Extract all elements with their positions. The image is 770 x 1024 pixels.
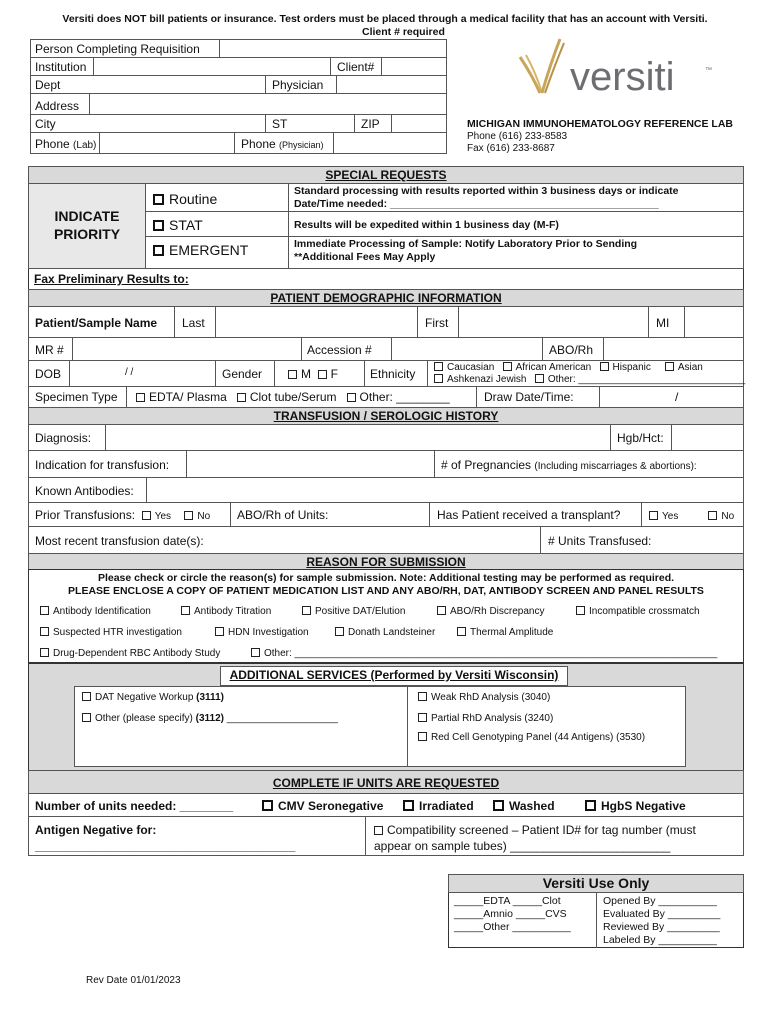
hgb-hct-label: Hgb/Hct: <box>617 431 664 445</box>
incompatible-crossmatch-checkbox[interactable] <box>576 606 585 615</box>
use-only-other: _____Other __________ <box>454 921 571 933</box>
city-label: City <box>35 117 56 131</box>
emergent-option[interactable]: EMERGENT <box>153 242 248 258</box>
address-field[interactable] <box>89 93 447 115</box>
hgbs-checkbox[interactable] <box>585 800 596 811</box>
positive-dat-checkbox[interactable] <box>302 606 311 615</box>
labeled-by: Labeled By __________ <box>603 934 717 946</box>
mr-field[interactable] <box>72 337 302 361</box>
units-transfused-label: # Units Transfused: <box>548 534 652 548</box>
client-number-label: Client# <box>337 60 375 74</box>
prior-yes-checkbox[interactable] <box>142 511 151 520</box>
gender-options[interactable]: M F <box>288 367 338 381</box>
draw-date-label: Draw Date/Time: <box>484 390 574 404</box>
known-antibodies-label: Known Antibodies: <box>35 484 134 498</box>
clot-tube-checkbox[interactable] <box>237 393 246 402</box>
specimen-type-label: Specimen Type <box>35 390 118 404</box>
transplant-label: Has Patient received a transplant? <box>437 508 621 522</box>
first-name-field[interactable] <box>458 306 649 338</box>
ethnicity-row-2[interactable]: Ashkenazi Jewish Other: ______________________________ <box>434 374 745 385</box>
accession-label: Accession # <box>307 343 372 357</box>
zip-field[interactable] <box>391 114 447 133</box>
emergent-fees: **Additional Fees May Apply <box>294 251 436 263</box>
antigen-negative-label: Antigen Negative for: <box>35 823 157 837</box>
indication-field[interactable] <box>186 450 435 478</box>
special-requests-title: SPECIAL REQUESTS <box>325 168 447 182</box>
drug-dependent-checkbox[interactable] <box>40 648 49 657</box>
opened-by: Opened By __________ <box>603 895 717 907</box>
dob-field[interactable] <box>69 360 216 387</box>
thermal-amplitude-checkbox[interactable] <box>457 627 466 636</box>
diagnosis-field[interactable] <box>105 424 611 451</box>
indicate-label: INDICATE <box>54 208 120 224</box>
dat-negative-workup[interactable]: DAT Negative Workup (3111) <box>82 692 224 703</box>
client-required-note: Client # required <box>362 26 445 38</box>
institution-label: Institution <box>35 60 87 74</box>
hgbs-negative-option[interactable]: HgbS Negative <box>585 799 686 813</box>
cmv-checkbox[interactable] <box>262 800 273 811</box>
evaluated-by: Evaluated By _________ <box>603 908 721 920</box>
draw-date-separator: / <box>675 390 679 404</box>
stat-description: Results will be expedited within 1 business day (M-F) <box>294 219 559 231</box>
person-completing-label: Person Completing Requisition <box>35 42 200 56</box>
african-american-checkbox[interactable] <box>503 362 512 371</box>
antibody-titration-checkbox[interactable] <box>181 606 190 615</box>
reason-thermal-amplitude[interactable]: Thermal Amplitude <box>457 627 553 638</box>
dob-label: DOB <box>35 367 62 381</box>
abo-rh-field[interactable] <box>603 337 744 361</box>
reason-hdn[interactable]: HDN Investigation <box>215 627 309 638</box>
phone-physician-field[interactable] <box>333 132 447 154</box>
reason-antibody-titration[interactable]: Antibody Titration <box>181 606 271 617</box>
hdn-checkbox[interactable] <box>215 627 224 636</box>
indication-label: Indication for transfusion: <box>35 458 170 472</box>
weak-rhd-analysis[interactable]: Weak RhD Analysis (3040) <box>418 692 550 703</box>
reason-antibody-id[interactable]: Antibody Identification <box>40 606 151 617</box>
reason-positive-dat[interactable]: Positive DAT/Elution <box>302 606 405 617</box>
dept-label: Dept <box>35 78 61 92</box>
suspected-htr-checkbox[interactable] <box>40 627 49 636</box>
reason-abo-discrepancy[interactable]: ABO/Rh Discrepancy <box>437 606 544 617</box>
institution-field[interactable] <box>93 57 331 76</box>
versiti-logo: versiti ™ <box>512 35 722 105</box>
other-ethnicity-checkbox[interactable] <box>535 374 544 383</box>
prior-no-checkbox[interactable] <box>184 511 193 520</box>
prior-transfusions[interactable]: Prior Transfusions: Yes No <box>35 508 211 522</box>
billing-notice: Versiti does NOT bill patients or insurance. Test orders must be placed through a medical facility that has an account with Versiti. <box>62 13 708 25</box>
fax-preliminary-label: Fax Preliminary Results to: <box>34 272 189 286</box>
gender-label: Gender <box>222 367 263 381</box>
edta-plasma-checkbox[interactable] <box>136 393 145 402</box>
specimen-options[interactable]: EDTA/ Plasma Clot tube/Serum Other: ________ <box>136 390 450 404</box>
weak-rhd-checkbox[interactable] <box>418 692 427 701</box>
hgb-hct-field[interactable] <box>671 424 744 451</box>
stat-option[interactable]: STAT <box>153 217 203 233</box>
cmv-option[interactable]: CMV Seronegative <box>262 799 383 813</box>
physician-field[interactable] <box>336 75 447 94</box>
known-antibodies-field[interactable] <box>146 477 744 503</box>
hispanic-checkbox[interactable] <box>600 362 609 371</box>
male-checkbox[interactable] <box>288 370 297 379</box>
other-specimen-checkbox[interactable] <box>347 393 356 402</box>
mr-label: MR # <box>35 343 64 357</box>
reason-incompatible-crossmatch[interactable]: Incompatible crossmatch <box>576 606 700 617</box>
units-requested-title: COMPLETE IF UNITS ARE REQUESTED <box>272 776 500 790</box>
washed-checkbox[interactable] <box>493 800 504 811</box>
use-only-amnio-cvs: _____Amnio _____CVS <box>454 908 567 920</box>
transplant-no-checkbox[interactable] <box>708 511 717 520</box>
revision-date: Rev Date 01/01/2023 <box>86 975 181 986</box>
routine-date-needed: Date/Time needed: ______________________________________________ <box>294 198 659 210</box>
diagnosis-label: Diagnosis: <box>35 431 92 445</box>
logo-wordmark: versiti <box>570 55 675 99</box>
emergent-checkbox[interactable] <box>153 245 164 256</box>
lab-fax: Fax (616) 233-8687 <box>467 143 555 154</box>
irradiated-checkbox[interactable] <box>403 800 414 811</box>
middle-initial-field[interactable] <box>684 306 744 338</box>
person-completing-field[interactable] <box>219 39 447 58</box>
antibody-id-checkbox[interactable] <box>40 606 49 615</box>
patient-demographic-title: PATIENT DEMOGRAPHIC INFORMATION <box>270 291 502 305</box>
phone-lab-field[interactable] <box>99 132 235 154</box>
lab-name: MICHIGAN IMMUNOHEMATOLOGY REFERENCE LAB <box>467 118 734 130</box>
routine-checkbox[interactable] <box>153 194 164 205</box>
reason-donath-landsteiner[interactable]: Donath Landsteiner <box>335 627 435 638</box>
other-service-checkbox[interactable] <box>82 713 91 722</box>
caucasian-checkbox[interactable] <box>434 362 443 371</box>
reason-title: REASON FOR SUBMISSION <box>306 555 466 569</box>
ashkenazi-checkbox[interactable] <box>434 374 443 383</box>
reason-enclose-note: PLEASE ENCLOSE A COPY OF PATIENT MEDICATION LIST AND ANY ABO/RH, DAT, ANTIBODY SCREEN AND PANEL RESULTS <box>68 585 704 597</box>
recent-transfusion-label: Most recent transfusion date(s): <box>35 534 204 548</box>
phone-lab-label: Phone (Lab) <box>35 137 97 151</box>
compatibility-screened[interactable]: Compatibility screened – Patient ID# for tag number (must <box>374 823 696 837</box>
reason-other[interactable]: Other: ____________________________________________________________________________ <box>251 648 717 659</box>
state-label: ST <box>272 117 288 131</box>
reviewed-by: Reviewed By _________ <box>603 921 720 933</box>
draw-date-field[interactable] <box>599 386 744 408</box>
phone-physician-label: Phone (Physician) <box>241 137 324 151</box>
abo-rh-label: ABO/Rh <box>549 343 594 357</box>
emergent-description: Immediate Processing of Sample: Notify Laboratory Prior to Sending <box>294 238 638 250</box>
washed-option[interactable]: Washed <box>493 799 555 813</box>
reason-drug-dependent[interactable]: Drug-Dependent RBC Antibody Study <box>40 648 220 659</box>
reason-other-checkbox[interactable] <box>251 648 260 657</box>
zip-label: ZIP <box>361 117 380 131</box>
abo-discrepancy-checkbox[interactable] <box>437 606 446 615</box>
transplant-options[interactable]: Yes No <box>649 508 734 522</box>
genotyping-panel[interactable]: Red Cell Genotyping Panel (44 Antigens) (3530) <box>418 732 645 743</box>
genotyping-checkbox[interactable] <box>418 732 427 741</box>
donath-landsteiner-checkbox[interactable] <box>335 627 344 636</box>
client-number-field[interactable] <box>381 57 447 76</box>
asian-checkbox[interactable] <box>665 362 674 371</box>
ethnicity-row-1[interactable]: Caucasian African American Hispanic Asian <box>434 362 703 373</box>
routine-description: Standard processing with results reported within 3 business days or indicate <box>294 185 679 197</box>
last-name-label: Last <box>182 316 205 330</box>
units-needed-label: Number of units needed: ________ <box>35 799 234 813</box>
transfusion-history-title: TRANSFUSION / SEROLOGIC HISTORY <box>273 409 499 423</box>
irradiated-option[interactable]: Irradiated <box>403 799 474 813</box>
stat-checkbox[interactable] <box>153 220 164 231</box>
priority-label: PRIORITY <box>53 226 121 242</box>
physician-label: Physician <box>272 78 324 92</box>
ethnicity-label: Ethnicity <box>370 367 416 381</box>
city-field[interactable] <box>30 114 266 133</box>
dat-negative-checkbox[interactable] <box>82 692 91 701</box>
compatibility-tag-line: appear on sample tubes) ________________________ <box>374 839 671 853</box>
transplant-yes-checkbox[interactable] <box>649 511 658 520</box>
accession-field[interactable] <box>391 337 543 361</box>
use-only-edta-clot: _____EDTA _____Clot <box>454 895 561 907</box>
abo-units-label: ABO/Rh of Units: <box>237 508 329 522</box>
partial-rhd-analysis[interactable]: Partial RhD Analysis (3240) <box>418 713 553 724</box>
other-service[interactable]: Other (please specify) (3112) ____________________ <box>82 713 338 724</box>
last-name-field[interactable] <box>215 306 418 338</box>
versiti-use-only-title: Versiti Use Only <box>542 875 650 891</box>
reason-suspected-htr[interactable]: Suspected HTR investigation <box>40 627 182 638</box>
first-name-label: First <box>425 316 449 330</box>
middle-initial-label: MI <box>656 316 670 330</box>
female-checkbox[interactable] <box>318 370 327 379</box>
lab-phone: Phone (616) 233-8583 <box>467 131 568 142</box>
routine-option[interactable]: Routine <box>153 191 217 207</box>
pregnancies-label: # of Pregnancies (Including miscarriages & abortions): <box>441 458 697 472</box>
reason-note: Please check or circle the reason(s) for sample submission. Note: Additional testing may be performed as required. <box>97 572 675 584</box>
compatibility-checkbox[interactable] <box>374 826 383 835</box>
antigen-negative-line[interactable]: _______________________________________ <box>35 839 296 853</box>
address-label: Address <box>35 99 80 113</box>
patient-name-label: Patient/Sample Name <box>35 316 158 330</box>
dept-field[interactable] <box>30 75 266 94</box>
partial-rhd-checkbox[interactable] <box>418 713 427 722</box>
additional-services-title: ADDITIONAL SERVICES (Performed by Versiti Wisconsin) <box>229 668 559 682</box>
dob-separators: / / <box>125 367 134 378</box>
